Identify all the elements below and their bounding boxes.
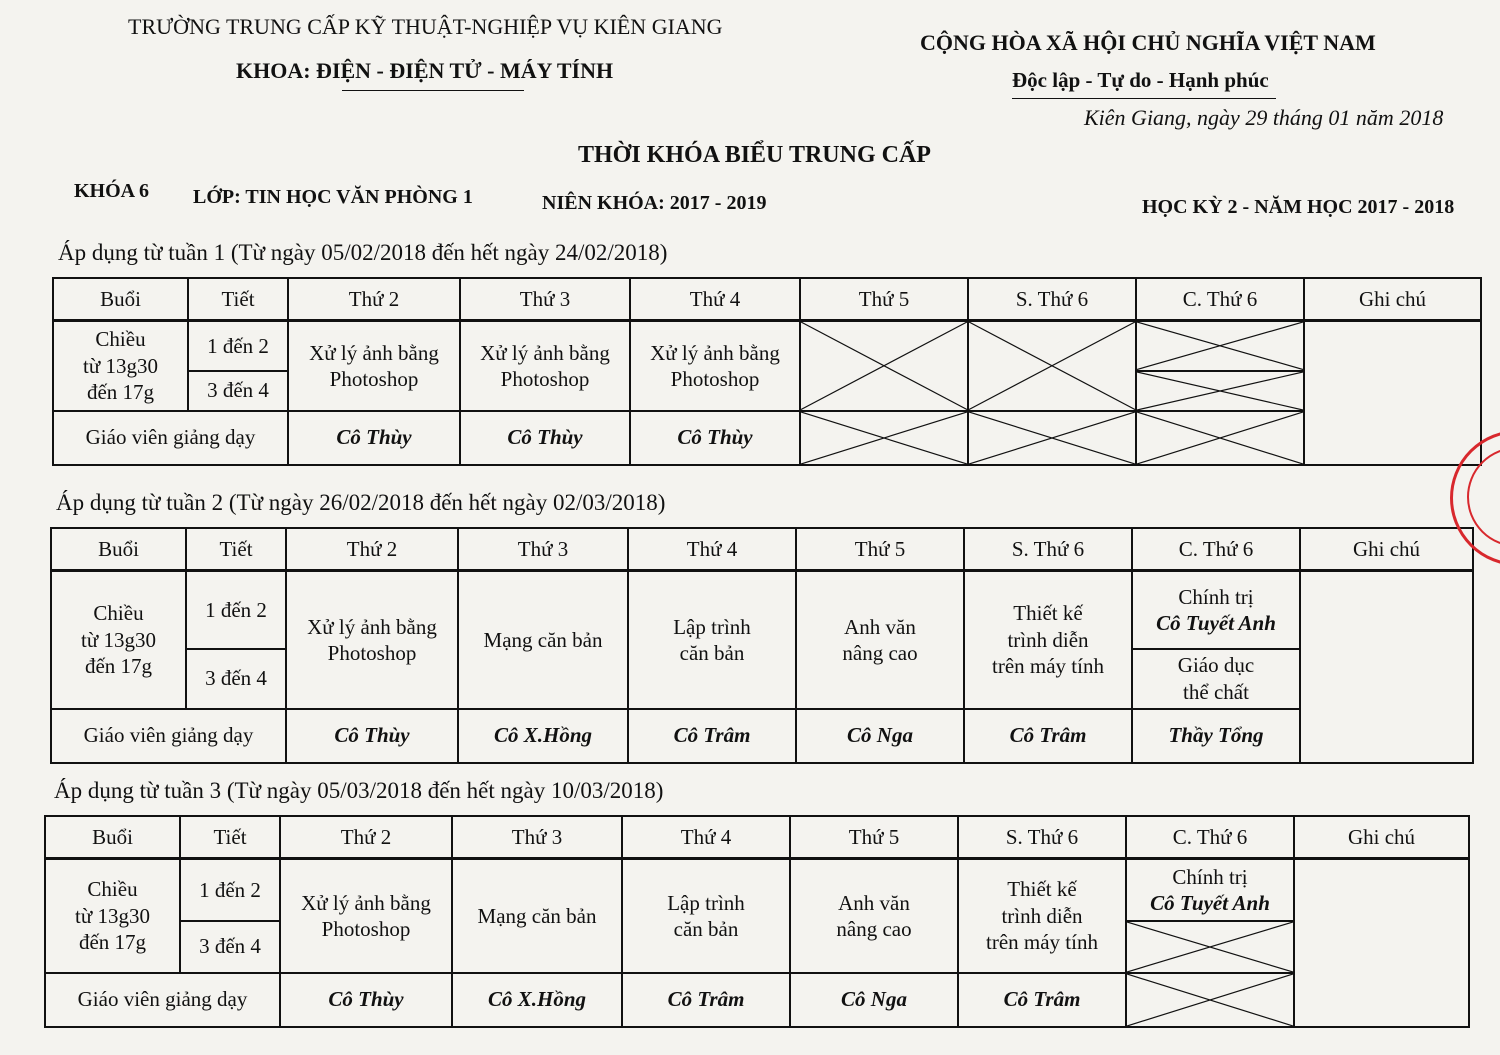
teacher-wed: Cô Trâm <box>628 709 796 763</box>
col-header-mon: Thứ 2 <box>286 528 458 571</box>
teacher-fri-am: Cô Trâm <box>964 709 1132 763</box>
teacher-label: Giáo viên giảng dạy <box>51 709 286 763</box>
notes-cell <box>1294 859 1469 1027</box>
col-header-fri-pm: C. Thứ 6 <box>1126 816 1294 859</box>
subject-fri-am: Thiết kế trình diễn trên máy tính <box>958 859 1126 973</box>
teacher-tue: Cô X.Hồng <box>452 973 622 1027</box>
class-label: LỚP: TIN HỌC VĂN PHÒNG 1 <box>193 186 473 208</box>
col-header-fri-am: S. Thứ 6 <box>958 816 1126 859</box>
empty-cell-fri-pm-bottom <box>1136 371 1304 411</box>
subject-mon: Xử lý ảnh bằng Photoshop <box>280 859 452 973</box>
page-title: THỜI KHÓA BIỂU TRUNG CẤP <box>578 142 931 168</box>
period-3-4: 3 đến 4 <box>180 921 280 973</box>
teacher-tue: Cô Thùy <box>460 411 630 465</box>
session-cell: Chiều từ 13g30 đến 17g <box>45 859 180 973</box>
section-2-range: Áp dụng từ tuần 2 (Từ ngày 26/02/2018 đến hết ngày 02/03/2018) <box>56 490 666 515</box>
subject-politics: Chính trị <box>1178 584 1254 609</box>
school-name: TRƯỜNG TRUNG CẤP KỸ THUẬT-NGHIỆP VỤ KIÊN GIANG <box>128 14 723 39</box>
section-1-range: Áp dụng từ tuần 1 (Từ ngày 05/02/2018 đến hết ngày 24/02/2018) <box>58 240 668 265</box>
timetable-week-2 <box>50 527 1474 764</box>
empty-cell-fri-pm-top <box>1136 321 1304 371</box>
col-header-thu: Thứ 5 <box>800 278 968 321</box>
period-1-2: 1 đến 2 <box>180 859 280 921</box>
empty-teacher-fri-pm <box>1126 973 1294 1027</box>
section-3-range: Áp dụng từ tuần 3 (Từ ngày 05/03/2018 đến hết ngày 10/03/2018) <box>54 778 664 803</box>
teacher-thu: Cô Nga <box>796 709 964 763</box>
place-date: Kiên Giang, ngày 29 tháng 01 năm 2018 <box>1084 105 1444 130</box>
col-header-session: Buổi <box>45 816 180 859</box>
col-header-fri-pm: C. Thứ 6 <box>1136 278 1304 321</box>
notes-cell <box>1300 571 1473 763</box>
session-cell: Chiều từ 13g30 đến 17g <box>53 321 188 411</box>
faculty-name: KHOA: ĐIỆN - ĐIỆN TỬ - MÁY TÍNH <box>236 58 614 83</box>
empty-teacher-thu <box>800 411 968 465</box>
subject-thu: Anh văn nâng cao <box>790 859 958 973</box>
teacher-wed: Cô Thùy <box>630 411 800 465</box>
period-3-4: 3 đến 4 <box>188 371 288 411</box>
motto: Độc lập - Tự do - Hạnh phúc <box>1012 68 1269 92</box>
col-header-notes: Ghi chú <box>1300 528 1473 571</box>
period-3-4: 3 đến 4 <box>186 649 286 709</box>
timetable-week-1 <box>52 277 1482 466</box>
teacher-wed: Cô Trâm <box>622 973 790 1027</box>
col-header-session: Buổi <box>53 278 188 321</box>
semester-label: HỌC KỲ 2 - NĂM HỌC 2017 - 2018 <box>1142 196 1455 218</box>
empty-teacher-fri-pm <box>1136 411 1304 465</box>
country-name: CỘNG HÒA XÃ HỘI CHỦ NGHĨA VIỆT NAM <box>920 30 1376 55</box>
course-label: KHÓA 6 <box>74 180 150 202</box>
period-1-2: 1 đến 2 <box>186 571 286 649</box>
subject-fri-pm-bottom: Giáo dục thể chất <box>1132 649 1300 709</box>
teacher-mon: Cô Thùy <box>280 973 452 1027</box>
teacher-fri-am: Cô Trâm <box>958 973 1126 1027</box>
teacher-politics: Cô Tuyết Anh <box>1156 610 1276 635</box>
col-header-tue: Thứ 3 <box>458 528 628 571</box>
col-header-period: Tiết <box>180 816 280 859</box>
subject-tue: Mạng căn bản <box>452 859 622 973</box>
timetable-week-3 <box>44 815 1470 1028</box>
subject-mon: Xử lý ảnh bằng Photoshop <box>286 571 458 709</box>
faculty-underline <box>342 90 524 91</box>
subject-fri-pm-top <box>1126 859 1294 921</box>
subject-tue: Xử lý ảnh bằng Photoshop <box>460 321 630 411</box>
subject-wed: Lập trình căn bản <box>622 859 790 973</box>
subject-mon: Xử lý ảnh bằng Photoshop <box>288 321 460 411</box>
teacher-politics: Cô Tuyết Anh <box>1150 890 1270 915</box>
col-header-period: Tiết <box>186 528 286 571</box>
subject-politics: Chính trị <box>1172 864 1248 889</box>
col-header-mon: Thứ 2 <box>288 278 460 321</box>
col-header-mon: Thứ 2 <box>280 816 452 859</box>
subject-tue: Mạng căn bản <box>458 571 628 709</box>
teacher-tue: Cô X.Hồng <box>458 709 628 763</box>
subject-fri-pm-top <box>1132 571 1300 649</box>
teacher-label: Giáo viên giảng dạy <box>45 973 280 1027</box>
subject-thu: Anh văn nâng cao <box>796 571 964 709</box>
empty-cell-fri-pm-bottom <box>1126 921 1294 973</box>
empty-cell-fri-am <box>968 321 1136 411</box>
empty-teacher-fri-am <box>968 411 1136 465</box>
teacher-fri-pm: Thầy Tổng <box>1132 709 1300 763</box>
stamp-inner-ring <box>1467 447 1500 547</box>
col-header-wed: Thứ 4 <box>622 816 790 859</box>
empty-cell-thu <box>800 321 968 411</box>
col-header-thu: Thứ 5 <box>796 528 964 571</box>
col-header-tue: Thứ 3 <box>452 816 622 859</box>
col-header-notes: Ghi chú <box>1304 278 1481 321</box>
col-header-thu: Thứ 5 <box>790 816 958 859</box>
col-header-period: Tiết <box>188 278 288 321</box>
subject-fri-am: Thiết kế trình diễn trên máy tính <box>964 571 1132 709</box>
teacher-mon: Cô Thùy <box>288 411 460 465</box>
subject-wed: Lập trình căn bản <box>628 571 796 709</box>
col-header-wed: Thứ 4 <box>628 528 796 571</box>
col-header-session: Buổi <box>51 528 186 571</box>
motto-underline <box>1012 98 1276 99</box>
col-header-fri-am: S. Thứ 6 <box>964 528 1132 571</box>
teacher-thu: Cô Nga <box>790 973 958 1027</box>
col-header-wed: Thứ 4 <box>630 278 800 321</box>
teacher-label: Giáo viên giảng dạy <box>53 411 288 465</box>
col-header-tue: Thứ 3 <box>460 278 630 321</box>
col-header-fri-am: S. Thứ 6 <box>968 278 1136 321</box>
years-label: NIÊN KHÓA: 2017 - 2019 <box>542 192 767 214</box>
col-header-fri-pm: C. Thứ 6 <box>1132 528 1300 571</box>
teacher-mon: Cô Thùy <box>286 709 458 763</box>
period-1-2: 1 đến 2 <box>188 321 288 371</box>
session-cell: Chiều từ 13g30 đến 17g <box>51 571 186 709</box>
subject-wed: Xử lý ảnh bằng Photoshop <box>630 321 800 411</box>
col-header-notes: Ghi chú <box>1294 816 1469 859</box>
notes-cell <box>1304 321 1481 465</box>
